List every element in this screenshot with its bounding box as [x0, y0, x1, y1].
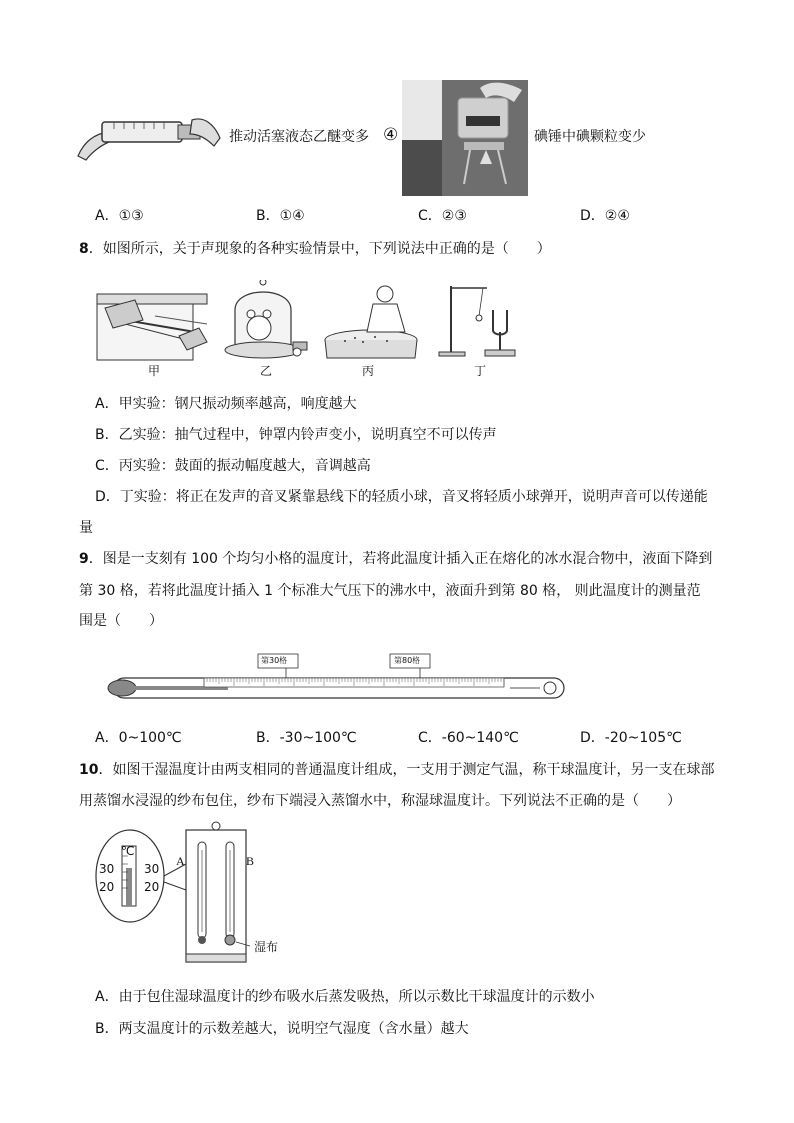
bell-jar-figure [225, 280, 307, 358]
q8-figure [95, 280, 525, 364]
iodine-hammer-photo [402, 80, 528, 196]
tuning-fork-figure [439, 286, 515, 356]
q9-stem-line2: 第 30 格，若将此温度计插入 1 个标准大气压下的沸水中，液面升到第 80 格， 则此温度计的测量范 [79, 583, 701, 599]
q9-option-a[interactable]: A．0~100℃ [95, 730, 182, 746]
q8-fig-label-jia: 甲 [148, 364, 161, 378]
scale-right-20: 20 [144, 880, 160, 894]
q7-option-d[interactable]: D．②④ [580, 208, 630, 224]
q7-option-b[interactable]: B．①④ [256, 208, 305, 224]
q9-option-c[interactable]: C．-60~140℃ [418, 730, 519, 746]
q7-option-a[interactable]: A．①③ [95, 208, 144, 224]
thermometer-b-label: B [246, 854, 255, 868]
q8-number: 8 [79, 241, 89, 257]
q8-fig-label-ding: 丁 [474, 364, 487, 378]
q10-option-a[interactable]: A．由于包住湿球温度计的纱布吸水后蒸发吸热，所以示数比干球温度计的示数小 [95, 989, 595, 1005]
steel-ruler-figure [97, 294, 207, 360]
q10-option-b[interactable]: B．两支温度计的示数差越大，说明空气湿度（含水量）越大 [95, 1021, 469, 1037]
q9-stem-line1 [79, 550, 712, 568]
thermometer-label-30: 第30格 [261, 656, 288, 665]
q10-stem-text-1: ．如图干湿温度计由两支相同的普通温度计组成，一支用于测定气温，称干球温度计，另一支在球部 [98, 762, 715, 778]
item-4-marker: ④ [383, 125, 399, 145]
wet-cloth-label: 湿布 [254, 940, 279, 954]
psychrometer-unit: ℃ [121, 844, 135, 858]
q10-stem-line2: 用蒸馏水浸湿的纱布包住，纱布下端浸入蒸馏水中，称湿球温度计。下列说法不正确的是（ ） [79, 793, 681, 809]
q8-option-c[interactable]: C．丙实验：鼓面的振动幅度越大，音调越高 [95, 458, 371, 474]
drum-figure [325, 286, 417, 358]
q8-option-b[interactable]: B．乙实验：抽气过程中，钟罩内铃声变小，说明真空不可以传声 [95, 427, 497, 443]
q8-stem [79, 240, 551, 258]
q8-option-a[interactable]: A．甲实验：钢尺振动频率越高，响度越大 [95, 396, 357, 412]
thermometer-figure [100, 650, 570, 700]
thermometer-a-label: A [176, 854, 185, 868]
q10-stem-line1 [79, 761, 714, 779]
q7-option-c[interactable]: C．②③ [418, 208, 467, 224]
q8-stem-text: ．如图所示，关于声现象的各种实验情景中，下列说法中正确的是（ ） [88, 241, 551, 257]
q8-fig-label-yi: 乙 [260, 364, 273, 378]
iodine-caption: 碘锤中碘颗粒变少 [534, 129, 646, 145]
syringe-figure [74, 112, 224, 164]
scale-right-30: 30 [144, 862, 160, 876]
scale-left-30: 30 [99, 862, 115, 876]
q8-option-d-tail: 量 [79, 520, 93, 536]
q8-fig-label-bing: 丙 [362, 364, 375, 378]
thermometer-label-80: 第80格 [394, 656, 421, 665]
q9-number: 9 [79, 551, 89, 567]
q9-option-b[interactable]: B．-30~100℃ [256, 730, 357, 746]
q10-number: 10 [79, 762, 99, 778]
q9-stem-text-1: ．图是一支刻有 100 个均匀小格的温度计，若将此温度计插入正在熔化的冰水混合物中，液面下降到 [88, 551, 713, 567]
q9-stem-line3: 围是（ ） [79, 613, 163, 629]
q8-option-d[interactable]: D．丁实验：将正在发声的音叉紧靠悬线下的轻质小球，音叉将轻质小球弹开，说明声音可以传递能 [95, 489, 708, 505]
scale-left-20: 20 [99, 880, 115, 894]
syringe-caption: 推动活塞液态乙醚变多 [229, 129, 369, 145]
q9-option-d[interactable]: D．-20~105℃ [580, 730, 682, 746]
